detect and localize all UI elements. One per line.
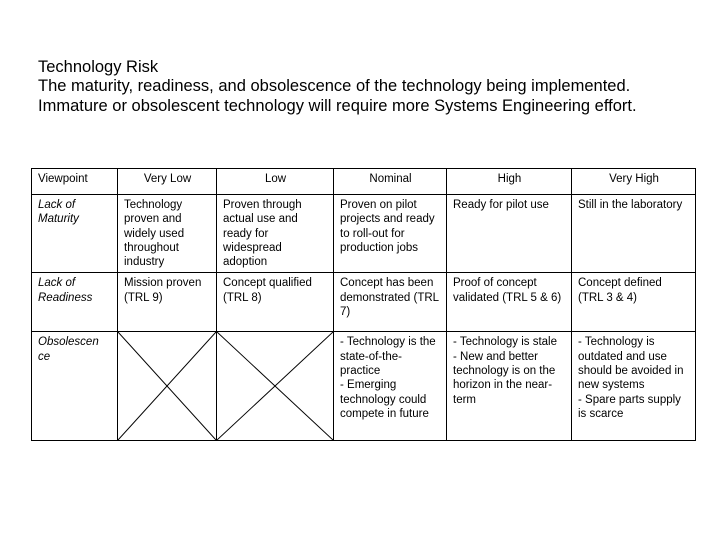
- cell-maturity-high: Ready for pilot use: [447, 195, 572, 273]
- row-label-obsolescence: Obsolescen ce: [32, 332, 118, 441]
- row-label-lack-of-readiness: Lack of Readiness: [32, 273, 118, 332]
- cell-readiness-high: Proof of concept validated (TRL 5 & 6): [447, 273, 572, 332]
- column-header-very-high: Very High: [572, 169, 696, 195]
- cell-maturity-low: Proven through actual use and ready for widespread adoption: [217, 195, 334, 273]
- cross-out-mark-very-low: [118, 332, 216, 440]
- cell-maturity-very-high: Still in the laboratory: [572, 195, 696, 273]
- slide-heading: [38, 58, 698, 116]
- column-header-viewpoint: Viewpoint: [32, 169, 118, 195]
- table-row-lack-of-readiness: [32, 273, 696, 332]
- column-header-low: Low: [217, 169, 334, 195]
- technology-risk-table: [31, 168, 696, 441]
- table-header-row: [32, 169, 696, 195]
- cell-readiness-nominal: Concept has been demonstrated (TRL 7): [334, 273, 447, 332]
- cell-readiness-very-high: Concept defined (TRL 3 & 4): [572, 273, 696, 332]
- slide-description: The maturity, readiness, and obsolescence of the technology being implemented. Immature or obsolescent technology will require more Systems Engineering effort.: [38, 77, 637, 115]
- table-row-lack-of-maturity: [32, 195, 696, 273]
- cell-obsolescence-high: - Technology is stale - New and better technology is on the horizon in the near-term: [447, 332, 572, 441]
- cell-maturity-very-low: Technology proven and widely used throughout industry: [118, 195, 217, 273]
- row-label-lack-of-maturity: Lack of Maturity: [32, 195, 118, 273]
- column-header-high: High: [447, 169, 572, 195]
- cell-obsolescence-very-low-crossed: [118, 332, 217, 441]
- slide-title: Technology Risk: [38, 58, 159, 76]
- cell-obsolescence-low-crossed: [217, 332, 334, 441]
- cell-obsolescence-nominal: - Technology is the state-of-the-practice - Emerging technology could compete in future: [334, 332, 447, 441]
- column-header-nominal: Nominal: [334, 169, 447, 195]
- cell-readiness-low: Concept qualified (TRL 8): [217, 273, 334, 332]
- cell-obsolescence-very-high: - Technology is outdated and use should be avoided in new systems - Spare parts supply is scarce: [572, 332, 696, 441]
- cross-out-mark-low: [217, 332, 333, 440]
- cell-readiness-very-low: Mission proven (TRL 9): [118, 273, 217, 332]
- column-header-very-low: Very Low: [118, 169, 217, 195]
- table-row-obsolescence: [32, 332, 696, 441]
- cell-maturity-nominal: Proven on pilot projects and ready to roll-out for production jobs: [334, 195, 447, 273]
